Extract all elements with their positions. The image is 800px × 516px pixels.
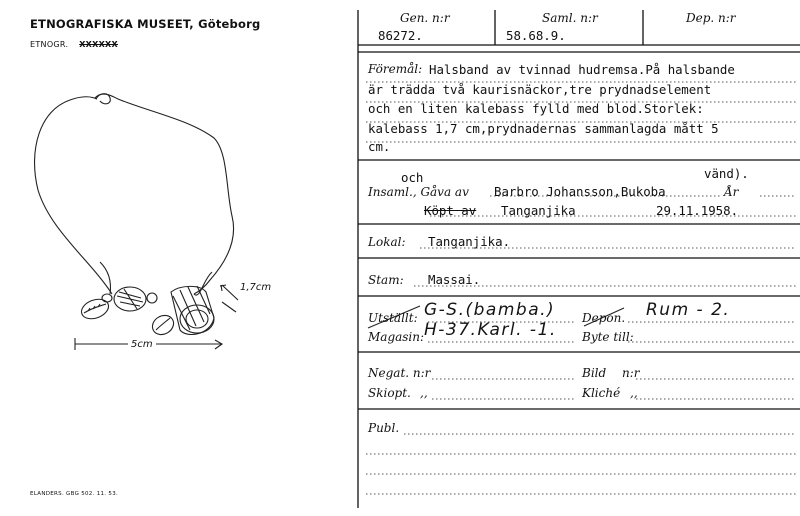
magasin-value: H-37.Karl. -1. [424, 320, 557, 340]
foremal-line-1: Halsband av tvinnad hudremsa.På halsbande [429, 62, 735, 77]
calabash-dimension-note: 1,7cm [240, 282, 272, 293]
saml-value: 58.68.9. [506, 28, 566, 43]
skiopt-label: Skiopt. [368, 386, 411, 400]
skiopt-ditto: ,, [420, 386, 428, 400]
utstallt-label: Utställt: [368, 311, 418, 325]
kopt-value: Tanganjika [501, 203, 576, 218]
saml-label: Saml. n:r [542, 11, 598, 25]
lokal-value: Tanganjika. [428, 234, 511, 249]
kopt-struck: Köpt av [424, 203, 477, 218]
date-value: 29.11.1958. [656, 203, 739, 218]
museum-name: ETNOGRAFISKA MUSEET, [30, 17, 194, 31]
utstallt-value: G-S.(bamba.) [424, 300, 556, 320]
foremal-line-3: och en liten kalebass fylld med blod.Storlek: [368, 101, 704, 116]
depon-label: Depon. [582, 311, 626, 325]
foremal-line-2: är trädda två kaurisnäckor,tre prydnadselement [368, 82, 712, 97]
bild-nr-label: n:r [622, 366, 640, 380]
magasin-label: Magasin: [368, 330, 425, 344]
foremal-label: Föremål: [368, 62, 423, 76]
depon-value: Rum - 2. [646, 300, 731, 320]
negat-label: Negat. n:r [368, 366, 431, 380]
lokal-label: Lokal: [368, 235, 406, 249]
kliche-label: Kliché [582, 386, 621, 400]
etnogr-label: ETNOGR. [30, 40, 69, 49]
och-word: och [401, 170, 424, 185]
gen-label: Gen. n:r [400, 11, 450, 25]
printer-note: ELANDERS. GBG 502. 11. 53. [30, 491, 119, 497]
stam-label: Stam: [368, 273, 404, 287]
insaml-value: Barbro Johansson,Bukoba [494, 184, 666, 199]
kliche-ditto: ,, [630, 386, 638, 400]
stam-value: Massai. [428, 272, 481, 287]
byte-label: Byte till: [582, 330, 634, 344]
etnogr-struck-text: XXXXXX [79, 40, 118, 49]
bild-label: Bild [582, 366, 607, 380]
publ-label: Publ. [368, 421, 400, 435]
gen-value: 86272. [378, 28, 423, 43]
vand-word: vänd). [704, 166, 749, 181]
dep-label: Dep. n:r [686, 11, 736, 25]
ar-label: År [724, 185, 739, 199]
foremal-line-4: kalebass 1,7 cm,prydnadernas sammanlagda mått 5 [368, 121, 719, 136]
length-dimension-note: 5cm [128, 339, 156, 350]
museum-city: Göteborg [198, 17, 261, 31]
foremal-line-5: cm. [368, 139, 391, 154]
insaml-label: Insaml., Gåva av [368, 185, 469, 199]
